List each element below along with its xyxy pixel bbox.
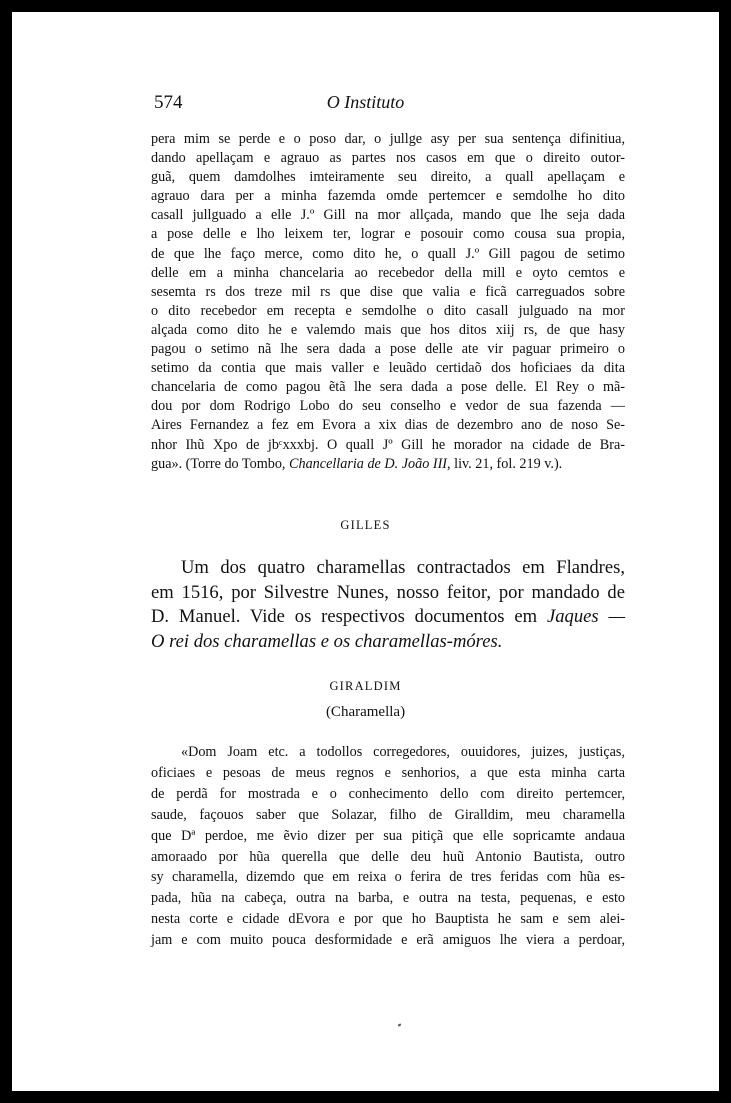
text-line: agrauo dara per a minha fazemda omde pertemcer e semdolhe ho dito xyxy=(151,188,625,205)
text-line xyxy=(151,630,625,655)
document-page xyxy=(12,12,719,1091)
section-heading-giraldim: GIRALDIM xyxy=(329,679,402,693)
text-line: setimo da contia que mais valler e leuãdo certidaõ dos hoficiaes da dita xyxy=(151,360,625,377)
citation-prefix: gua». (Torre do Tombo, xyxy=(151,455,290,472)
text-line: que Dª perdoe, me ẽvio dizer per sua pitiçã que elle sopricamte andaua xyxy=(151,827,625,844)
text-line: de perdã for mostrada e o conhecimento dello com direito pertemcer, xyxy=(151,785,625,802)
reference-title: Jaques — xyxy=(546,606,625,628)
citation-title: Chancellaria de D. João III, xyxy=(289,455,451,472)
reference-title-cont: O rei dos charamellas e os charamellas-móres. xyxy=(151,630,503,652)
text-line: amoraado por hũa querella que delle deu huũ Antonio Bautista, outro xyxy=(151,848,625,865)
text-line: casall jullguado a elle J.º Gill na mor allçada, mando que lhe seja dada xyxy=(151,207,625,224)
section-giraldim xyxy=(151,742,625,951)
text-line: nhor Ihũ Xpo de jbᶜxxxbj. O quall Jº Gill he morador na cidade de Bra- xyxy=(151,436,625,453)
section-document-continuation xyxy=(151,130,625,474)
page-header xyxy=(12,92,719,120)
text-line: saude, façouos saber que Solazar, filho de Giralldim, meu charamella xyxy=(151,806,625,823)
text-line: pada, hũa na cabeça, outra na barba, e outra na testa, pequenas, e esto xyxy=(151,890,625,907)
text-line: de que lhe faço merce, como dito he, o quall J.º Gill pagou de setimo xyxy=(151,245,625,262)
text-line: o dito recebedor em recepta e semdolhe o dito casall julguado na mor xyxy=(151,302,625,319)
text-line: dou por dom Rodrigo Lobo do seu conselho e vedor de sua fazenda — xyxy=(151,398,625,415)
text-line: em 1516, por Silvestre Nunes, nosso feitor, por mandado de xyxy=(151,581,625,603)
section-gilles xyxy=(151,556,625,654)
section-subheading-giraldim: (Charamella) xyxy=(325,704,406,720)
text-line-citation xyxy=(151,455,625,474)
text-line: guã, quem damdolhes imteiramente seu direito, a quall apellaçam e xyxy=(151,169,625,186)
citation-suffix: liv. 21, fol. 219 v.). xyxy=(450,455,563,472)
text-line: chancelaria de como pagou ẽtã lhe sera dada a pose delle. El Rey o mã- xyxy=(151,379,625,396)
text-line: pera mim se perde e o poso dar, o jullge asy per sua sentença difinitiua, xyxy=(151,131,625,147)
reference-prefix: D. Manuel. Vide os respectivos documentos em xyxy=(151,606,547,628)
running-title: O Instituto xyxy=(326,92,405,112)
text-line: sesemta rs dos treze mil rs que dise que valia e ficã carreguados sobre xyxy=(151,283,625,300)
text-line: jam e com muito pouca desformidade e erã amiguos lhe viera a perdoar, xyxy=(151,932,625,949)
text-line: Aires Fernandez a fez em Evora a xix dias de dezembro ano de noso Se- xyxy=(151,417,625,434)
text-line xyxy=(151,605,625,630)
text-line: nesta corte e cidade dEvora e por que ho Bauptista he sam e sem alei- xyxy=(151,911,625,928)
text-line: Um dos quatro charamellas contractados em Flandres, xyxy=(181,557,625,578)
text-line: pagou o setimo nã lhe sera dada a pose delle ate vir paguar primeiro o xyxy=(151,341,625,358)
text-line: «Dom Joam etc. a todollos corregedores, ouuidores, juizes, justiças, xyxy=(181,744,625,760)
print-speck xyxy=(398,1023,402,1026)
text-line: delle em a minha chancelaria ao recebedor della mill e oyto cemtos e xyxy=(151,264,625,281)
page-number: 574 xyxy=(154,92,183,113)
section-heading-gilles: GILLES xyxy=(340,518,391,532)
text-line: a pose delle e lho leixem ter, lograr e posouir como cousa sua propia, xyxy=(151,226,625,243)
text-line: oficiaes e pesoas de meus regnos e senhorios, a que esta minha carta xyxy=(151,764,625,781)
text-line: dando apellaçam e agrauo as partes nos casos em que o direito outor- xyxy=(151,150,625,167)
text-line: alçada como dito he e valemdo mais que hos ditos xiij rs, de que hasy xyxy=(151,321,625,338)
text-line: sy charamella, dizemdo que em reixa o ferira de tres feridas com hũa es- xyxy=(151,869,625,886)
